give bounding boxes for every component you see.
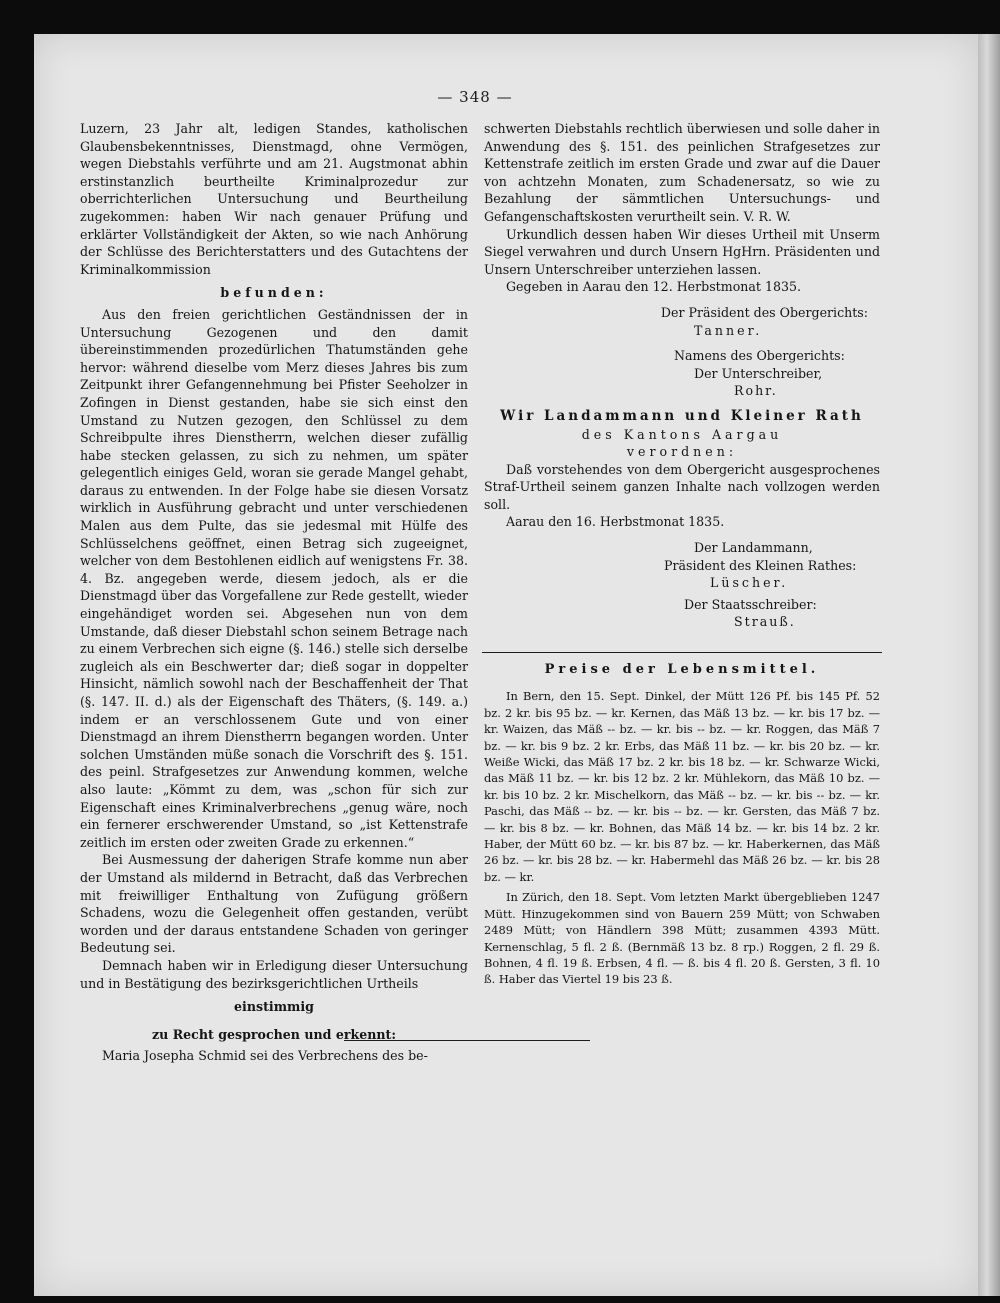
page-number: — 348 — — [437, 88, 513, 106]
verordnen-heading: verordnen: — [626, 444, 738, 460]
befunden-heading: befunden: — [220, 285, 328, 301]
section-divider — [482, 652, 882, 653]
einstimmig-heading: einstimmig — [234, 999, 314, 1015]
right-column — [484, 120, 880, 631]
signature-name-luescher: Lüscher. — [710, 575, 789, 591]
decree-heading: Wir Landammann und Kleiner Rath — [500, 407, 864, 424]
decree-text: Daß vorstehendes von dem Obergericht ausgesprochenes Straf-Urtheil seinem ganzen Inhalte nach vollzogen werden soll. — [484, 461, 880, 512]
given-date: Gegeben in Aarau den 12. Herbstmonat 1835. — [506, 279, 802, 295]
left-column — [80, 120, 468, 1065]
signature-name-tanner: Tanner. — [694, 322, 763, 338]
prices-section — [484, 662, 880, 988]
signature-title-praesident-rath: Präsident des Kleinen Rathes: — [664, 557, 857, 573]
decree-date: Aarau den 16. Herbstmonat 1835. — [506, 514, 725, 530]
signature-title-unterschreiber: Der Unterschreiber, — [694, 365, 823, 381]
mitigation-paragraph: Bei Ausmessung der daherigen Strafe komme nun aber der Umstand als mildernd in Betracht, daß das Verbrechen mit freiwilliger Enthaltung von Zufügung größern Schadens, wozu die Gelegenheit offen gestanden, verübt worden und der daraus entstandene Schaden von geringer Bedeutung sei. — [80, 852, 468, 956]
prices-bern: In Bern, den 15. Sept. Dinkel, der Mütt 126 Pf. bis 145 Pf. 52 bz. 2 kr. bis 95 bz. — kr. Kernen, das Mäß 13 bz. — kr. bis 17 bz. — kr. Waizen, das Mäß -- bz. — kr. bis -- bz. — kr. Roggen, das Mäß 7 bz. — kr. bis 9 bz. 2 kr. Erbs, das Mäß 11 bz. — kr. bis 20 bz. — kr. Weiße Wicki, das Mäß 17 bz. 2 kr. bis 18 bz. — kr. Schwarze Wicki, das Mäß 11 bz. — kr. bis 12 bz. 2 kr. Mühlekorn, das Mäß 10 bz. — kr. bis 10 bz. 2 kr. Mischelkorn, das Mäß -- bz. — kr. bis -- bz. — kr. Paschi, das Mäß -- bz. — kr. bis -- bz. — kr. Gersten, das Mäß 7 bz. — kr. bis 8 bz. — kr. Bohnen, das Mäß 14 bz. — kr. bis 14 bz. 2 kr. Haber, der Mütt 60 bz. — kr. bis 87 bz. — kr. Haberkernen, das Mäß 26 bz. — kr. bis 28 bz. — kr. Habermehl das Mäß 26 bz. — kr. bis 28 bz. — kr. — [484, 689, 880, 884]
verdict-continued-paragraph: schwerten Diebstahls rechtlich überwiesen und solle daher in Anwendung des §. 151. des peinlichen Strafgesetzes zur Kettenstrafe zeitlich im ersten Grade und zwar auf die Dauer von achtzehn Monaten, zum Schadenersatz, so wie zu Bezahlung der sämmtlichen Untersuchungs- und Gefangenschaftskosten verurtheilt sein. V. R. W. — [484, 121, 880, 224]
signature-title-landammann: Der Landammann, — [694, 540, 813, 556]
signature-title-staatsschreiber: Der Staatsschreiber: — [684, 596, 817, 612]
signature-name-strauss: Strauß. — [734, 614, 796, 630]
prices-zuerich: In Zürich, den 18. Sept. Vom letzten Markt übergeblieben 1247 Mütt. Hinzugekommen sind von Bauern 259 Mütt; von Schwaben 2489 Mütt; von Händlern 398 Mütt; zusammen 4393 Mütt. Kernenschlag, 5 fl. 2 ß. (Bernmäß 13 bz. 8 rp.) Roggen, 2 fl. 29 ß. Bohnen, 4 fl. 19 ß. Erbsen, 4 fl. — ß. bis 4 fl. 20 ß. Gersten, 3 fl. 10 ß. Haber das Viertel 19 bis 23 ß. — [484, 890, 880, 987]
decision-paragraph: Demnach haben wir in Erledigung dieser Untersuchung und in Bestätigung des bezirksgerichtlichen Urtheils — [80, 957, 468, 991]
prices-title: Preise der Lebensmittel. — [544, 662, 820, 677]
signature-title-obergericht: Namens des Obergerichts: — [674, 348, 845, 364]
findings-paragraph: Aus den freien gerichtlichen Geständnissen der in Untersuchung Gezogenen und den damit übereinstimmenden prozedürlichen Thatumständen gehe hervor: während dieselbe vom Merz dieses Jahres bis zum Zeitpunkt ihrer Gefangennehmung bei Pfister Seeholzer in Zofingen in Dienst gestanden, habe sie sich einst den Umstand zu Nutzen gezogen, den Schlüssel zu dem Schreibpulte ihres Dienstherrn, welchen dieser zufällig habe stecken gelassen, zu sich zu nehmen, um später gelegentlich einiges Geld, woran sie gerade Mangel gehabt, daraus zu entwenden. In der Folge habe sie diesen Vorsatz wirklich in Ausführung gebracht und unter verschiedenen Malen aus dem Pulte, das sie jedesmal mit Hülfe des Schlüsselchens geöffnet, einen Betrag sich zugeeignet, welcher von dem Bestohlenen eidlich auf wenigstens Fr. 38. 4. Bz. angegeben werde, diesem jedoch, als er die Dienstmagd über das Vorgefallene zur Rede gestellt, wieder eingehändiget worden sei. Abgesehen nun von dem Umstande, daß dieser Diebstahl schon seinem Betrage nach zu einem Verbrechen sich eigne (§. 146.) stelle sich derselbe zugleich als ein Beschwerter dar; dieß sogar in doppelter Hinsicht, nämlich sowohl nach der Beschaffenheit der That (§. 147. II. d.) als der Eigenschaft des Thäters, (§. 149. a.) indem er an verschlossenem Gute und von einer Dienstmagd an ihrem Dienstherrn begangen worden. Unter solchen Umständen müße sonach die Vorschrift des §. 151. des peinl. Strafgesetzes zur Anwendung kommen, welche also laute: „Kömmt zu dem, was „schon für sich zur Eigenschaft eines Kriminalverbrechens „genug wäre, noch ein fernerer erschwerender Umstand, so „ist Kettenstrafe zeitlich im ersten oder zweiten Grade zu erkennen.“ — [80, 306, 468, 850]
page-edge — [978, 34, 1000, 1296]
erkennt-heading: zu Recht gesprochen und erkennt: — [152, 1026, 396, 1042]
certification-paragraph: Urkundlich dessen haben Wir dieses Urtheil mit Unserm Siegel verwahren und durch Unsern HgHrn. Präsidenten und Unsern Unterschreiber unterziehen lassen. — [484, 226, 880, 277]
signature-name-rohr: Rohr. — [734, 383, 778, 399]
intro-paragraph: Luzern, 23 Jahr alt, ledigen Standes, katholischen Glaubensbekenntnisses, Dienstmagd, ohne Vermögen, wegen Diebstahls verführte und am 21. Augstmonat abhin erstinstanzlich beurtheilte Kriminalprozedur zur oberrichterlichen Untersuchung und Beurtheilung zugekommen: haben Wir nach genauer Prüfung und erklärter Vollständigkeit der Akten, so wie nach Anhörung der Schlüsse des Berichterstatters und des Gutachtens der Kriminalkommission — [80, 121, 468, 277]
decree-subheading: des Kantons Aargau — [581, 426, 783, 442]
end-rule — [344, 1040, 590, 1041]
verdict-start-paragraph: Maria Josepha Schmid sei des Verbrechens des be- — [102, 1048, 428, 1064]
signature-title-president: Der Präsident des Obergerichts: — [660, 304, 868, 320]
